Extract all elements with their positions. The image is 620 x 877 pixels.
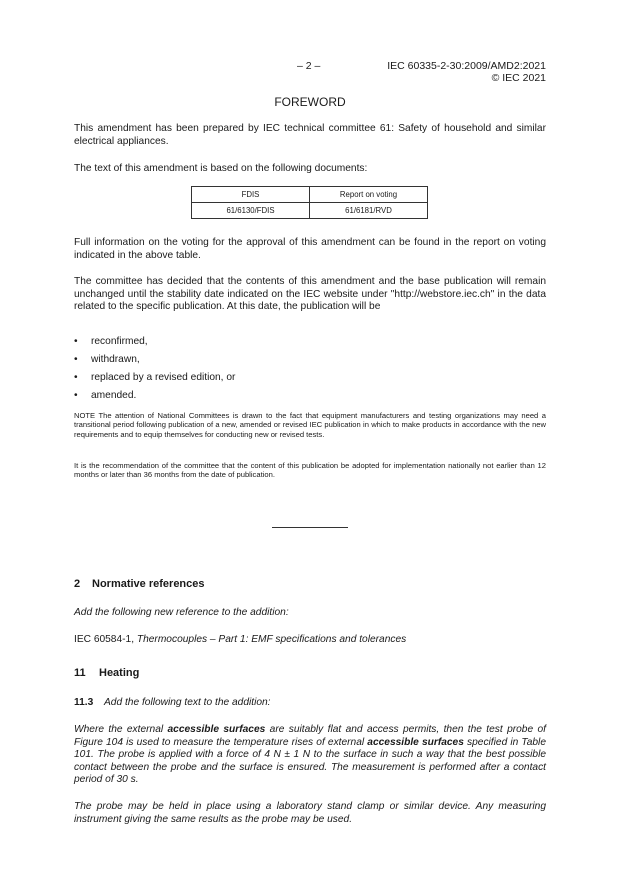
standard-header: [387, 60, 546, 84]
text-run: are suitably flat and access permits, then the test probe of Figure 104 is used to measure the temperature rises of external: [74, 724, 546, 748]
section-2-instruction: Add the following new reference to the addition:: [74, 607, 289, 618]
list-item: • reconfirmed,: [74, 336, 235, 354]
text-run: Where the external: [74, 724, 168, 735]
table-header-cell: Report on voting: [310, 187, 428, 203]
subclause-instruction: Add the following text to the addition:: [104, 697, 271, 708]
section-2-heading: [74, 578, 546, 591]
voting-documents-table: [191, 186, 428, 219]
intro-paragraph: This amendment has been prepared by IEC technical committee 61: Safety of household and similar electrical appliances.: [74, 123, 546, 147]
note-paragraph: NOTE The attention of National Committees is drawn to the fact that equipment manufacturers and testing organizations may need a transitional period following publication of a new, amended or revised IEC publication in which to make products in accordance with the new requirements and to equip themselves for conducting new or revised tests.: [74, 411, 546, 439]
table-cell: 61/6130/FDIS: [192, 203, 310, 219]
defined-term: accessible surfaces: [367, 736, 464, 748]
section-number: 11: [74, 667, 86, 679]
section-divider: [272, 527, 348, 528]
publication-outcome-list: [74, 336, 235, 408]
table-header-row: [192, 187, 428, 203]
normative-reference: [74, 634, 546, 647]
section-number: 2: [74, 578, 81, 590]
table-cell: 61/6181/RVD: [310, 203, 428, 219]
voting-info-paragraph: Full information on the voting for the approval of this amendment can be found in the report on voting indicated in the above table.: [74, 237, 546, 261]
copyright-notice: © IEC 2021: [491, 72, 546, 84]
table-header-cell: FDIS: [192, 187, 310, 203]
text-run: specified in Table 101. The probe is applied with a force of 4 N ± 1 N to the surface in such a way that the best possible contact between the probe and the surface is ensured. The measurement is performed after a contact period of 30 s.: [74, 736, 546, 786]
subclause-number: 11.3: [74, 697, 94, 708]
probe-paragraph: The probe may be held in place using a laboratory stand clamp or similar device. Any measuring instrument giving the same results as the probe may be used.: [74, 801, 546, 825]
section-title: Normative references: [92, 578, 205, 590]
based-on-paragraph: The text of this amendment is based on the following documents:: [74, 163, 368, 174]
list-item: • replaced by a revised edition, or: [74, 372, 235, 390]
reference-id: IEC 60584-1,: [74, 634, 135, 645]
heating-paragraph: [74, 724, 546, 787]
section-title: Heating: [99, 667, 140, 679]
committee-paragraph: The committee has decided that the contents of this amendment and the base publication will remain unchanged until the stability date indicated on the IEC website under "http://webstore.iec.ch" in the data related to the specific publication. At this date, the publication will be: [74, 276, 546, 313]
list-item: • withdrawn,: [74, 354, 235, 372]
list-item: • amended.: [74, 390, 235, 408]
reference-title: Thermocouples – Part 1: EMF specifications and tolerances: [136, 634, 407, 645]
standard-reference: IEC 60335-2-30:2009/AMD2:2021: [387, 60, 546, 72]
section-11-heading: [74, 667, 546, 680]
table-row: [192, 203, 428, 219]
page-number: – 2 –: [297, 60, 321, 72]
defined-term: accessible surfaces: [167, 724, 266, 735]
page-title: FOREWORD: [274, 95, 346, 109]
subclause-11-3: [74, 697, 546, 710]
recommendation-paragraph: It is the recommendation of the committee that the content of this publication be adopted for implementation nationally not earlier than 12 months or later than 36 months from the date of publication.: [74, 461, 546, 480]
